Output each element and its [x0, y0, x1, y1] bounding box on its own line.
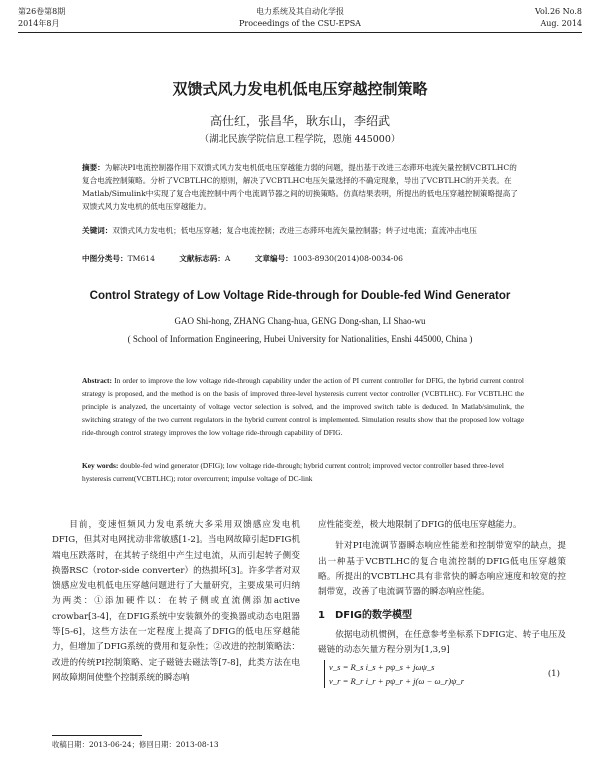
header-journal-en: Proceedings of the CSU-EPSA — [239, 19, 361, 28]
equation-line-1: v_s = R_s i_s + pψ_s + jωψ_s — [329, 662, 435, 673]
clc-label: 中图分类号： — [82, 254, 128, 263]
body-column-left — [52, 518, 300, 686]
intro-paragraph-continued: 应性能变差，极大地限制了DFIG的低电压穿越能力。 — [318, 520, 522, 530]
abstract-en-text: In order to improve the low voltage ride-through capability under the action of PI current controller for DFIG, the hybrid current control strategy is proposed, and the method is on the basis of improved three-level hysteresis current vector controller (VCBTLHC). For VCBTLHC the principle is analyzed, the uncertainty of voltage vector selection is solved, and the improved switch table is deduced. In Matlab/simulink, the switching strategy of the two current regulators in the hybrid current control is implemented. Simulation results show that the proposed low voltage ride-through control strategy improves the low voltage ride-through capability of DFIG. — [82, 376, 524, 437]
clc-value: TM614 — [127, 254, 155, 263]
keywords-en-text: double-fed wind generator (DFIG); low voltage ride-through; hybrid current control; improved vector controller based three-level hysteresis current(VCBTLHC); rotor overcurrent; impulse voltage of DC-link — [82, 461, 504, 483]
footnote-rule — [52, 735, 142, 736]
keywords-cn — [82, 224, 524, 237]
model-paragraph: 依据电动机惯例，在任意参考坐标系下DFIG定、转子电压及磁链的动态矢量方程分别为[1,3,9] — [318, 629, 566, 656]
keywords-cn-label: 关键词： — [82, 226, 113, 235]
equation-body — [324, 660, 464, 688]
header-volume-cn: 第26卷第8期 — [18, 7, 66, 16]
header-journal-cn: 电力系统及其自动化学报 — [256, 7, 344, 16]
affiliation-cn: （湖北民族学院信息工程学院，恩施 445000） — [199, 134, 401, 145]
keywords-cn-text: 双馈式风力发电机；低电压穿越；复合电流控制；改进三态滞环电流矢量控制器；转子过电流；直流冲击电压 — [112, 226, 477, 235]
abstract-cn-label: 摘要： — [82, 163, 105, 172]
equation-number: (1) — [547, 669, 560, 680]
equation-1 — [318, 660, 566, 690]
keywords-en — [82, 459, 524, 485]
header-date-cn: 2014年8月 — [18, 19, 60, 28]
title-cn: 双馈式风力发电机低电压穿越控制策略 — [172, 80, 428, 98]
affiliation-en: ( School of Information Engineering, Hubei University for Nationalities, Enshi 445000, China ) — [127, 334, 473, 344]
article-no-value: 1003-8930(2014)08-0034-06 — [292, 254, 404, 263]
section-heading: 1 DFIG的数学模型 — [318, 610, 413, 622]
doc-code-label: 文献标志码： — [179, 254, 225, 263]
title-en: Control Strategy of Low Voltage Ride-through for Double-fed Wind Generator — [89, 290, 511, 302]
header-rule — [18, 32, 582, 33]
abstract-cn-text: 为解决PI电流控制器作用下双馈式风力发电机低电压穿越能力弱的问题，提出基于改进三态滞环电流矢量控制VCBTLHC的复合电流控制策略。分析了VCBTLHC的原则，解决了VCBTLHC电压矢量选择的不确定现象，导出了VCBTLHC的开关表。在Matlab/Simulink中实现了复合电流控制中两个电流调节器之间的切换策略。仿真结果表明，所提出的低电压穿越控制策略提高了双馈式风力发电机的低电压穿越能力。 — [82, 163, 518, 211]
intro-paragraph: 目前，变速恒频风力发电系统大多采用双馈感应发电机DFIG，但其对电网扰动非常敏感[1-2]。当电网故障引起DFIG机端电压跌落时，在其转子绕组中产生过电流，从而引起转子侧变换器RSC（rotor-side converter）的热损坏[3]。许多学者对双馈感应发电机低电压穿越问题进行了大量研究，主要成果可归纳为两类：①添加硬件以：在转子侧或直流侧添加active crowbar[3-4]，在DFIG系统中安装额外的变换器或动态电阻器等[5-6]，这些方法在一定程度上提高了DFIG的低电压穿越能力，但增加了DFIG系统的费用和复杂性；②改进的控制策略法：改进的传统PI控制策略、定子磁链去磁法等[7-8]，此类方法在电网故障期间使整个控制系统的瞬态响 — [52, 520, 300, 683]
authors-cn: 高仕红，张昌华，耿东山，李绍武 — [209, 114, 390, 128]
classification-line — [82, 253, 524, 264]
doc-code-value: A — [224, 254, 231, 263]
header-volume-en: Vol.26 No.8 — [535, 7, 582, 16]
keywords-en-label: Key words: — [82, 461, 119, 470]
body-column-right — [318, 518, 566, 690]
abstract-en — [82, 374, 524, 439]
footnote-received-date: 收稿日期：2013-06-24；修回日期：2013-08-13 — [52, 740, 219, 749]
article-no-label: 文章编号： — [254, 254, 293, 263]
proposal-paragraph: 针对PI电流调节器瞬态响应性能差和控制带宽窄的缺点，提出一种基于VCBTLHC的复合电流控制的DFIG低电压穿越策略。所提出的VCBTLHC具有非常快的瞬态响应速度和较宽的控制带宽，改善了电流调节器的瞬态响应性能。 — [318, 541, 566, 598]
authors-en: GAO Shi-hong, ZHANG Chang-hua, GENG Dong-shan, LI Shao-wu — [174, 316, 426, 326]
header-date-en: Aug. 2014 — [540, 19, 582, 28]
abstract-cn — [82, 161, 524, 213]
equation-line-2: v_r = R_r i_r + pψ_r + j(ω − ω_r)ψ_r — [329, 676, 465, 687]
abstract-en-label: Abstract: — [82, 376, 112, 385]
